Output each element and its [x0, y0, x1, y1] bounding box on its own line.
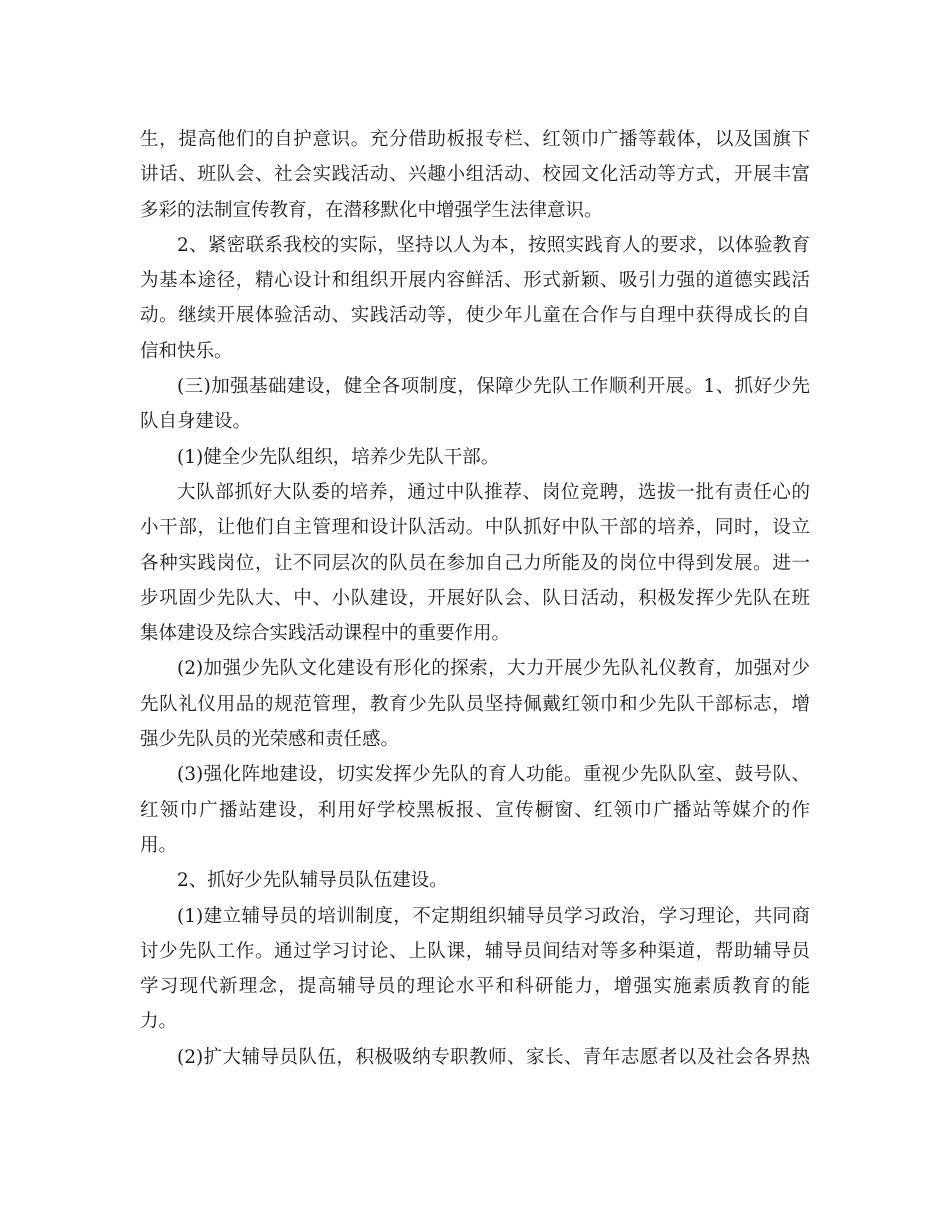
- text-line: 队自身建设。: [140, 411, 252, 433]
- text-line: 动。继续开展体验活动、实践活动等，使少年儿童在合作与自理中获得成长的自: [140, 305, 810, 327]
- text-line: 信和快乐。: [140, 340, 233, 362]
- text-line: 力。: [140, 1011, 178, 1033]
- text-line: 2、紧密联系我校的实际，坚持以人为本，按照实践育人的要求，以体验教育: [177, 234, 810, 256]
- text-line: 强少先队员的光荣感和责任感。: [140, 729, 400, 751]
- text-line: 大队部抓好大队委的培养，通过中队推荐、岗位竞聘，选拔一批有责任心的: [177, 481, 810, 503]
- text-line: 用。: [140, 834, 178, 856]
- text-line: 讲话、班队会、社会实践活动、兴趣小组活动、校园文化活动等方式，开展丰富: [140, 164, 810, 186]
- text-line: (3)强化阵地建设，切实发挥少先队的育人功能。重视少先队队室、鼓号队、: [177, 764, 810, 786]
- text-line: 先队礼仪用品的规范管理，教育少先队员坚持佩戴红领巾和少先队干部标志，增: [140, 693, 810, 715]
- text-line: 学习现代新理念，提高辅导员的理论水平和科研能力，增强实施素质教育的能: [140, 976, 810, 998]
- text-line: 生，提高他们的自护意识。充分借助板报专栏、红领巾广播等载体，以及国旗下: [140, 129, 810, 150]
- text-line: 红领巾广播站建设，利用好学校黑板报、宣传橱窗、红领巾广播站等媒介的作: [140, 799, 810, 821]
- text-line: 步巩固少先队大、中、小队建设，开展好队会、队日活动，积极发挥少先队在班: [140, 587, 810, 609]
- document-body: [140, 122, 810, 1075]
- text-line: (三)加强基础建设，健全各项制度，保障少先队工作顺利开展。1、抓好少先: [177, 376, 810, 398]
- text-line: 小干部，让他们自主管理和设计队活动。中队抓好中队干部的培养，同时，设立: [140, 517, 810, 539]
- text-line: (2)扩大辅导员队伍，积极吸纳专职教师、家长、青年志愿者以及社会各界热: [177, 1046, 810, 1068]
- text-line: (1)健全少先队组织，培养少先队干部。: [177, 446, 500, 468]
- text-line: 2、抓好少先队辅导员队伍建设。: [177, 870, 448, 892]
- text-line: 集体建设及综合实践活动课程中的重要作用。: [140, 623, 511, 645]
- text-line: 为基本途径，精心设计和组织开展内容鲜活、形式新颖、吸引力强的道德实践活: [140, 270, 810, 292]
- text-line: 讨少先队工作。通过学习讨论、上队课，辅导员间结对等多种渠道，帮助辅导员: [140, 940, 810, 962]
- text-line: (2)加强少先队文化建设有形化的探索，大力开展少先队礼仪教育，加强对少: [177, 658, 810, 680]
- text-line: 多彩的法制宣传教育，在潜移默化中增强学生法律意识。: [140, 199, 603, 221]
- text-line: (1)建立辅导员的培训制度，不定期组织辅导员学习政治，学习理论，共同商: [177, 905, 810, 927]
- text-line: 各种实践岗位，让不同层次的队员在参加自己力所能及的岗位中得到发展。进一: [140, 552, 810, 574]
